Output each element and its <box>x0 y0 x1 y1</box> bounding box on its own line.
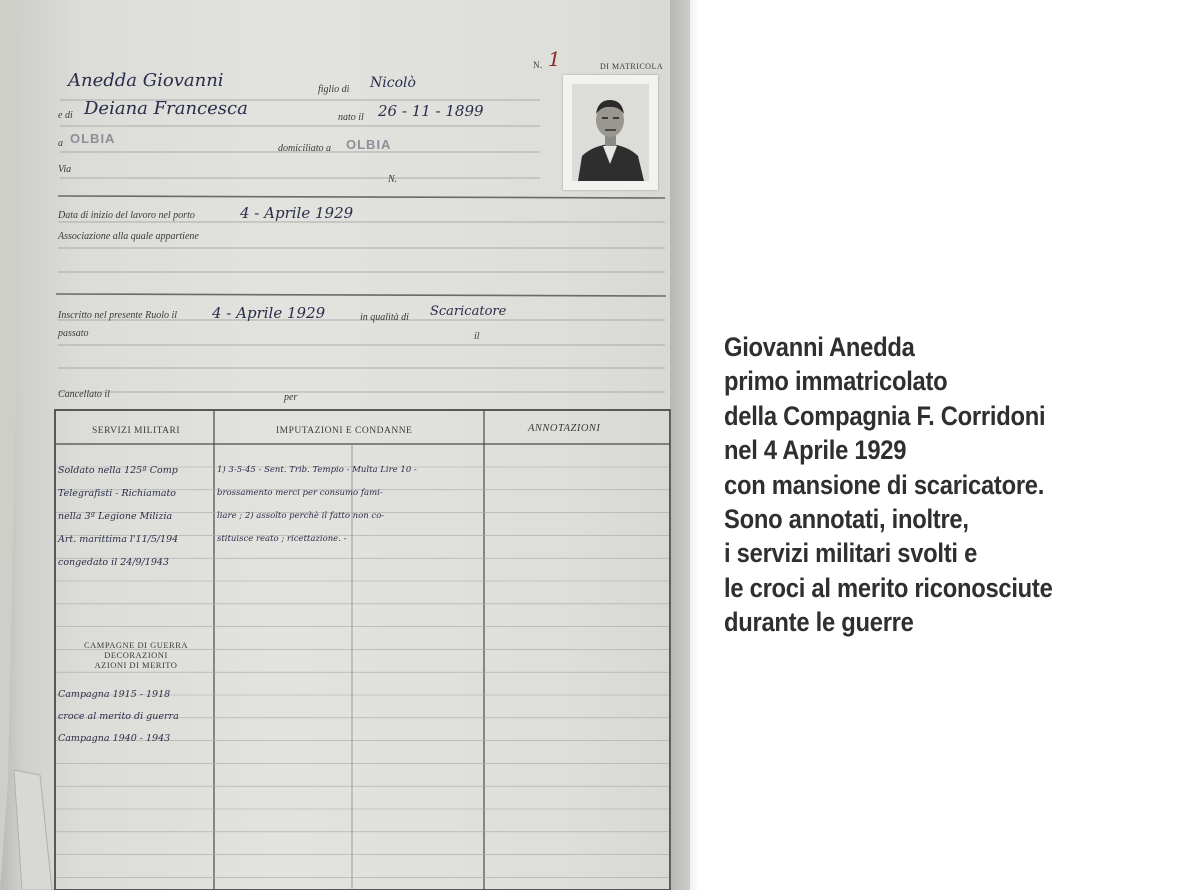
figlio-di-label: figlio di <box>318 84 350 95</box>
inscritto-value: 4 - Aprile 1929 <box>212 304 326 322</box>
n-label: N. <box>388 174 398 185</box>
caption-line: Sono annotati, inoltre, <box>724 504 969 535</box>
data-inizio-label: Data di inizio del lavoro nel porto <box>58 210 195 221</box>
column-header-annotazioni: ANNOTAZIONI <box>528 423 601 434</box>
imputazioni-line: stituisce reato ; ricettazione. - <box>217 534 347 544</box>
campagne-heading-2: DECORAZIONI <box>104 650 168 660</box>
servizi-entries <box>58 459 214 574</box>
servizi-line: Telegrafisti - Richiamato <box>58 488 177 499</box>
qualita-label: in qualità di <box>360 312 409 323</box>
paper-fold-bottom <box>14 770 52 890</box>
campagne-entries <box>58 684 214 750</box>
cancellato-label: Cancellato il <box>58 389 110 400</box>
portrait-image <box>572 84 649 181</box>
inscritto-label: Inscritto nel presente Ruolo il <box>58 310 178 321</box>
imputazioni-line: brossamento merci per consumo fami- <box>217 488 383 498</box>
matricola-no-label: N. <box>533 60 543 70</box>
servizi-line: congedato il 24/9/1943 <box>58 557 169 568</box>
surname-name: Anedda Giovanni <box>68 70 224 91</box>
father-name: Nicolò <box>370 75 416 91</box>
servizi-line: nella 3ª Legione Milizia <box>58 511 173 522</box>
caption-line: con mansione di scaricatore. <box>724 469 1045 500</box>
campagne-heading <box>58 640 214 670</box>
column-header-servizi: SERVIZI MILITARI <box>92 426 181 436</box>
caption-text <box>724 330 1184 640</box>
domicile-stamp: OLBIA <box>346 137 392 152</box>
e-di-label: e di <box>58 110 73 121</box>
campagne-heading-3: AZIONI DI MERITO <box>94 660 178 670</box>
a-label: a <box>58 138 63 149</box>
paper-shadow <box>670 0 700 890</box>
caption-line: nel 4 Aprile 1929 <box>724 435 907 466</box>
qualita-value: Scaricatore <box>430 304 507 319</box>
birth-date: 26 - 11 - 1899 <box>378 102 484 120</box>
nato-il-label: nato il <box>338 112 364 123</box>
imputazioni-entries <box>217 459 482 551</box>
imputazioni-line: liare ; 2) assolto perchè il fatto non co- <box>217 511 385 521</box>
campagne-line: Campagna 1940 - 1943 <box>58 733 171 744</box>
caption-line: durante le guerre <box>724 607 914 638</box>
domiciliato-label: domiciliato a <box>278 143 332 154</box>
via-label: Via <box>58 164 72 175</box>
servizi-line: Art. marittima l'11/5/194 <box>58 534 179 545</box>
caption-line: della Compagnia F. Corridoni <box>724 400 1046 431</box>
caption-line: Giovanni Anedda <box>724 332 915 362</box>
matricola-number: 1 <box>548 47 561 71</box>
campagne-heading-1: CAMPAGNE DI GUERRA <box>83 640 189 650</box>
il-label: il <box>474 331 480 342</box>
per-label: per <box>284 392 298 403</box>
paper-fold-left <box>0 0 22 890</box>
caption-line: primo immatricolato <box>724 366 948 397</box>
data-inizio-value: 4 - Aprile 1929 <box>240 204 354 222</box>
imputazioni-line: 1) 3-5-45 - Sent. Trib. Tempio - Multa Lire 10 - <box>217 465 417 475</box>
campagne-line: croce al merito di guerra <box>58 711 179 722</box>
campagne-line: Campagna 1915 - 1918 <box>58 689 171 700</box>
column-header-imputazioni: IMPUTAZIONI E CONDANNE <box>276 426 413 436</box>
associazione-label: Associazione alla quale appartiene <box>58 231 199 242</box>
matricola-label: DI MATRICOLA <box>600 62 664 71</box>
caption-line: le croci al merito riconosciute <box>724 572 1053 603</box>
birthplace-stamp: OLBIA <box>70 131 116 146</box>
portrait-figure <box>572 84 649 181</box>
servizi-line: Soldato nella 125ª Comp <box>58 465 178 476</box>
caption-line: i servizi militari svolti e <box>724 538 978 569</box>
passato-label: passato <box>58 328 89 339</box>
portrait-photo <box>563 75 658 190</box>
mother-name: Deiana Francesca <box>84 98 248 119</box>
